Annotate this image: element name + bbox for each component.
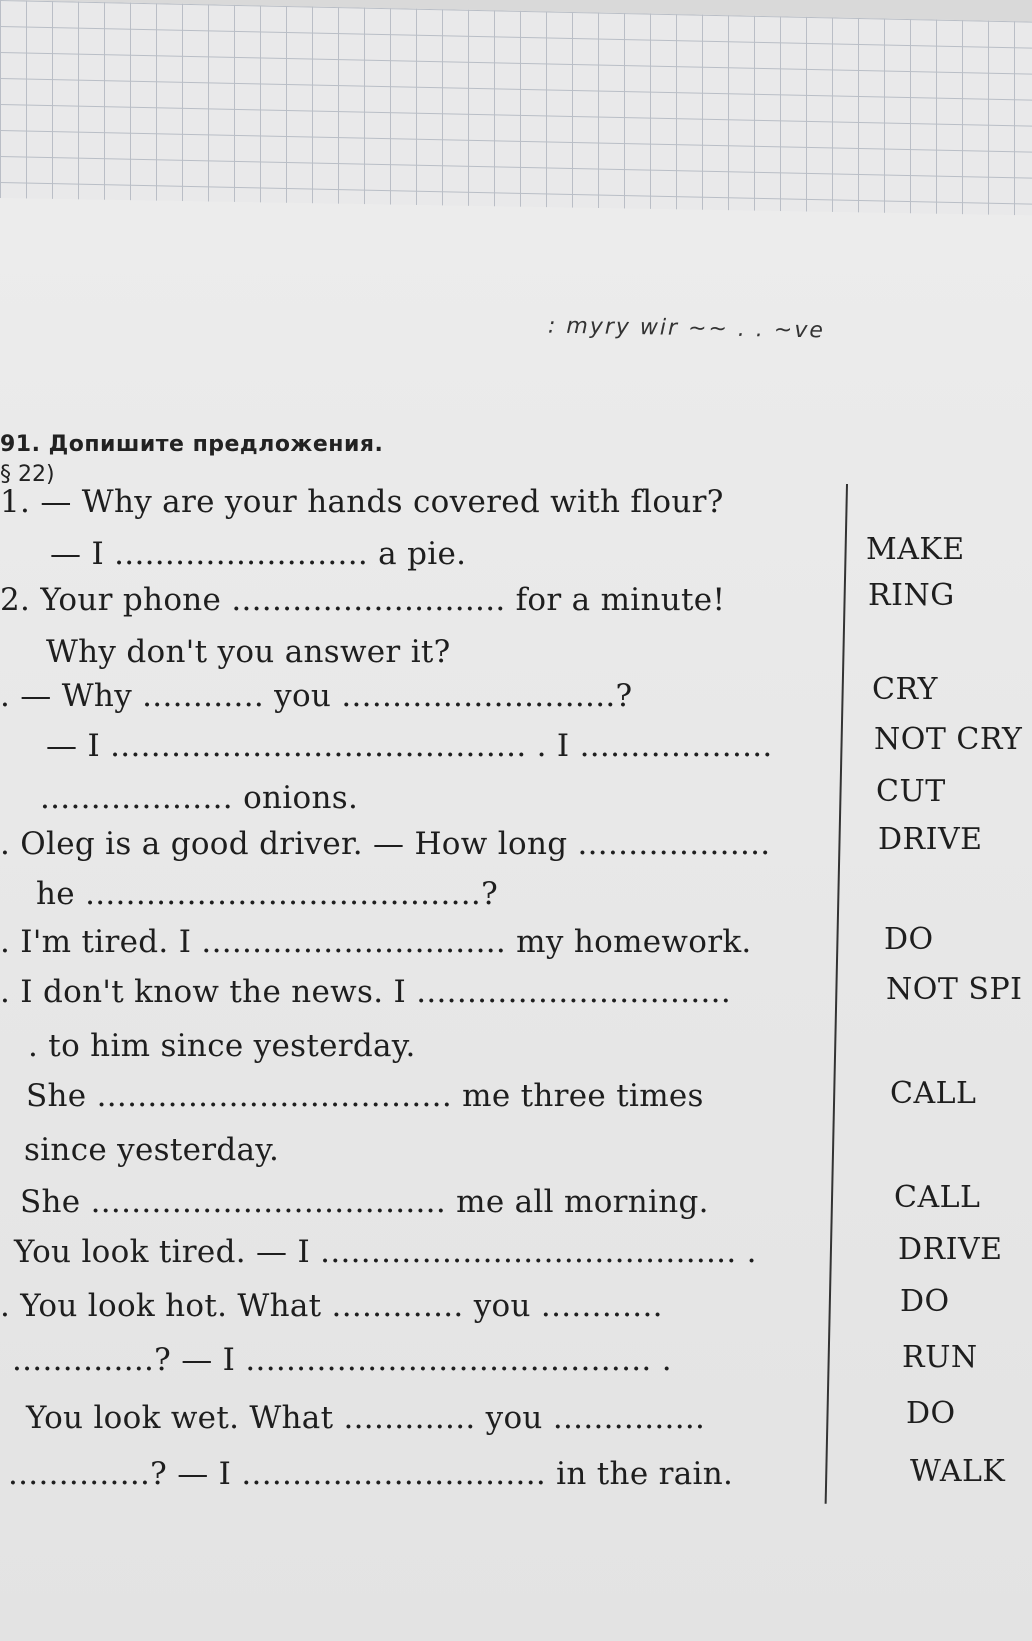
sentence-line: since yesterday. <box>24 1132 280 1168</box>
sentence-line: She ................................... me three times <box>26 1078 704 1114</box>
verb-hint: CUT <box>876 774 946 809</box>
verb-hint: CALL <box>890 1076 977 1111</box>
sentence-line: You look tired. — I ......................................... . <box>14 1234 757 1270</box>
sentence-line: . I'm tired. I .............................. my homework. <box>0 924 752 960</box>
sentence-line: ..............? — I ........................................ . <box>12 1342 672 1378</box>
sentence-line: 2. Your phone ........................... for a minute! <box>0 582 726 618</box>
sentence-line: You look wet. What ............. you ............... <box>26 1400 706 1436</box>
sentence-line: . You look hot. What ............. you ............ <box>0 1288 663 1324</box>
sentence-line: . I don't know the news. I ............................... <box>0 974 731 1010</box>
verb-hint: RUN <box>902 1340 978 1375</box>
verb-hint: NOT CRY <box>874 722 1023 757</box>
page-header-text: : myry wir ~~ . . ~ve <box>547 313 826 344</box>
verb-hint: DO <box>906 1396 956 1431</box>
exercise-title: 91. Допишите предложения. <box>0 432 384 457</box>
sentence-line: Why don't you answer it? <box>46 634 451 670</box>
sentence-line: . — Why ............ you ...........................? <box>0 678 633 714</box>
sentence-line: ................... onions. <box>40 780 359 816</box>
verb-hint: DO <box>900 1284 950 1319</box>
sentence-line: — I ......................... a pie. <box>50 536 467 572</box>
verb-hint: CALL <box>894 1180 981 1215</box>
verb-hint: DO <box>884 922 934 957</box>
verb-hint: MAKE <box>866 532 965 567</box>
verb-hint: CRY <box>872 672 938 707</box>
exercise-reference: § 22) <box>0 462 55 487</box>
sentence-line: . Oleg is a good driver. — How long ................... <box>0 826 771 862</box>
sentence-line: ..............? — I .............................. in the rain. <box>8 1456 734 1492</box>
sentence-line: he .......................................? <box>36 876 498 912</box>
sentence-line: She ................................... me all morning. <box>20 1184 709 1220</box>
verb-hint: DRIVE <box>878 822 983 857</box>
sentence-line: 1. — Why are your hands covered with flour? <box>0 484 724 520</box>
sentence-line: . to him since yesterday. <box>28 1028 416 1064</box>
verb-hint: NOT SPI <box>886 972 1023 1007</box>
sentence-line: — I ......................................... . I ................... <box>46 728 773 764</box>
verb-hint: WALK <box>910 1454 1006 1489</box>
verb-hint: RING <box>868 578 955 613</box>
verb-hint: DRIVE <box>898 1232 1003 1267</box>
